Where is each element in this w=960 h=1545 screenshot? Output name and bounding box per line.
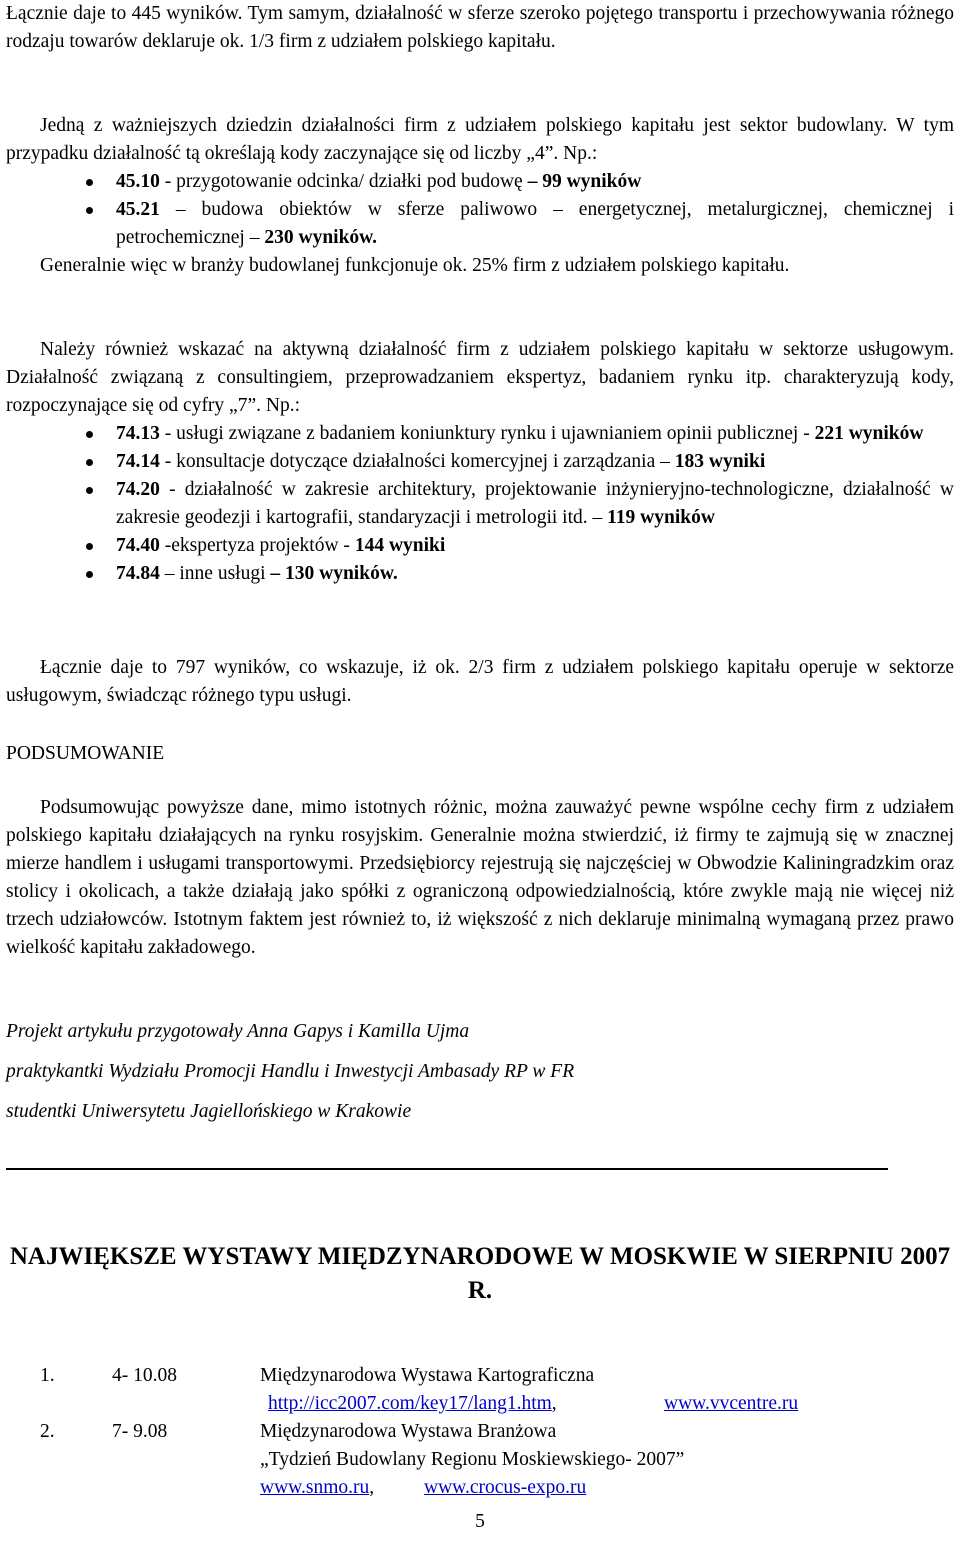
exhibition-title: Międzynarodowa Wystawa Kartograficzna (260, 1365, 595, 1386)
exhibitions-heading: NAJWIĘKSZE WYSTAWY MIĘDZYNARODOWE W MOSKWIE W SIERPNIU 2007 R. (9, 1243, 951, 1304)
credit-line: Projekt artykułu przygotowały Anna Gapys i Kamilla Ujma (6, 1021, 470, 1042)
exhibition-title: Międzynarodowa Wystawa Branżowa (260, 1421, 557, 1442)
credit-line: studentki Uniwersytetu Jagiellońskiego w Krakowie (6, 1101, 412, 1122)
list-item: 45.10 - przygotowanie odcinka/ działki pod budowę – 99 wyników (6, 168, 954, 196)
paragraph-services-summary: Łącznie daje to 797 wyników, co wskazuje, iż ok. 2/3 firm z udziałem polskiego kapitału operuje w sektorze usługowym, świadcząc różnego typu usługi. (6, 657, 954, 706)
exhibition-link[interactable]: www.snmo.ru (260, 1477, 370, 1498)
paragraph-conclusion: Podsumowując powyższe dane, mimo istotnych różnic, można zauważyć pewne wspólne cechy firm z udziałem polskiego kapitału działających na rynku rosyjskim. Generalnie można stwierdzić, iż firmy te zajmują się w znacznej mierze handlem i usługami transportowymi. Przedsiębiorcy rejestrują się najczęściej w Obwodzie Kaliningradzkim oraz stolicy i okolicach, a także działają jako spółki z ograniczoną odpowiedzialnością, które zwykle mają nie więcej niż trzech udziałowców. Istotnym faktem jest również to, iż większość z nich deklaruje minimalną wymaganą przez prawo wielkość kapitału zakładowego. (6, 797, 954, 958)
exhibition-dates: 4- 10.08 (112, 1365, 177, 1386)
section-divider (6, 1168, 888, 1170)
exhibition-dates: 7- 9.08 (112, 1421, 168, 1442)
paragraph-transport-summary: Łącznie daje to 445 wyników. Tym samym, działalność w sferze szeroko pojętego transportu i przechowywania różnego rodzaju towarów deklaruje ok. 1/3 firm z udziałem polskiego kapitału. (6, 3, 954, 52)
list-item: 74.84 – inne usługi – 130 wyników. (6, 560, 954, 588)
exhibitions-list (6, 1362, 954, 1502)
exhibition-links-row: www.snmo.ru, www.crocus-expo.ru (6, 1474, 954, 1502)
exhibition-link[interactable]: www.crocus-expo.ru (424, 1477, 587, 1498)
construction-code-list (6, 168, 954, 252)
credit-line: praktykantki Wydziału Promocji Handlu i Inwestycji Ambasady RP w FR (6, 1061, 575, 1082)
list-item: 74.13 - usługi związane z badaniem koniunktury rynku i ujawnianiem opinii publicznej - 221 wyników (6, 420, 954, 448)
exhibition-row (6, 1362, 954, 1390)
services-code-list (6, 420, 954, 588)
list-item: 74.40 -ekspertyza projektów - 144 wyniki (6, 532, 954, 560)
list-item: 74.14 - konsultacje dotyczące działalności komercyjnej i zarządzania – 183 wyniki (6, 448, 954, 476)
exhibition-row (6, 1418, 954, 1446)
list-item: 74.20 - działalność w zakresie architektury, projektowanie inżynieryjno-technologiczne, działalność w zakresie geodezji i kartografii, standaryzacji i metrologii itd. – 119 wyników (6, 476, 954, 532)
paragraph-construction-intro: Jedną z ważniejszych dziedzin działalności firm z udziałem polskiego kapitału jest sektor budowlany. W tym przypadku działalność tą określają kody zaczynające się od liczby „4”. Np.: (6, 115, 954, 164)
page-number: 5 (475, 1511, 485, 1532)
paragraph-services-intro: Należy również wskazać na aktywną działalność firm z udziałem polskiego kapitału w sektorze usługowym. Działalność związaną z consultingiem, przeprowadzaniem ekspertyz, badaniem rynku itp. charakteryzują kody, rozpoczynające się od cyfry „7”. Np.: (6, 339, 954, 416)
list-item: 45.21 – budowa obiektów w sferze paliwowo – energetycznej, metalurgicznej, chemicznej i petrochemicznej – 230 wyników. (6, 196, 954, 252)
exhibition-link[interactable]: www.vvcentre.ru (664, 1393, 799, 1414)
section-heading-summary: PODSUMOWANIE (6, 743, 165, 764)
paragraph-construction-summary: Generalnie więc w branży budowlanej funkcjonuje ok. 25% firm z udziałem polskiego kapitału. (40, 255, 790, 276)
exhibition-links-row: http://icc2007.com/key17/lang1.htm, www.vvcentre.ru (6, 1390, 954, 1418)
exhibition-number: 2. (40, 1421, 55, 1442)
exhibition-subtitle: „Tydzień Budowlany Regionu Moskiewskiego- 2007” (260, 1449, 685, 1470)
exhibition-subtitle-row (6, 1446, 954, 1474)
exhibition-link[interactable]: http://icc2007.com/key17/lang1.htm (268, 1393, 552, 1414)
exhibition-number: 1. (40, 1365, 55, 1386)
